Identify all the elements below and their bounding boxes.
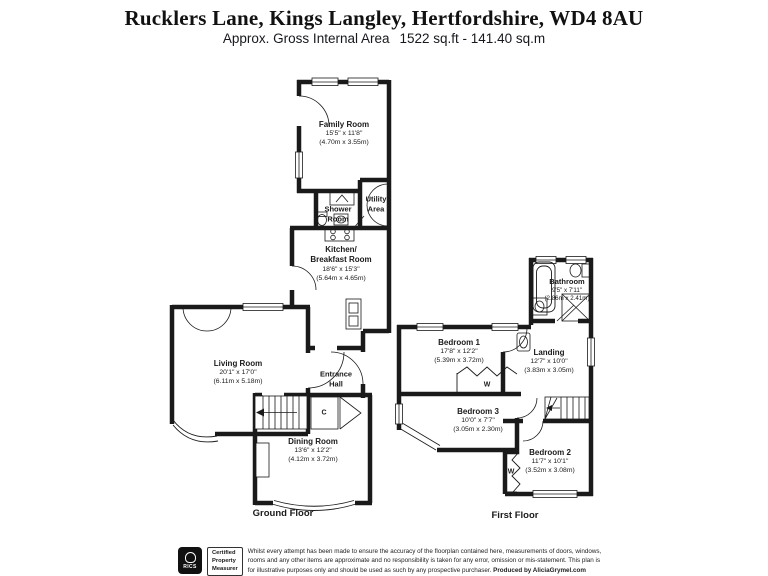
page-title: Rucklers Lane, Kings Langley, Hertfordshire, WD4 8AU bbox=[124, 6, 644, 30]
room-label-family-room: Family Room 15'5" x 11'8" (4.70m x 3.55m) bbox=[318, 119, 370, 147]
shower-tray-icon bbox=[330, 192, 354, 205]
wardrobe-label-bedroom2: W bbox=[507, 468, 515, 476]
area-label: Approx. Gross Internal Area bbox=[222, 31, 390, 46]
room-label-kitchen: Kitchen/ Breakfast Room 18'6" x 15'3" (5.64m x 4.65m) bbox=[310, 244, 372, 282]
area-value: 1522 sq.ft - 141.40 sq.m bbox=[399, 31, 546, 46]
first-stairs bbox=[545, 397, 589, 419]
footer bbox=[178, 547, 608, 576]
disclaimer-text: Whilst every attempt has been made to ensure the accuracy of the floorplan contained here, measurements of doors, windows, rooms and any other items are approximate and no responsibility is taken for any error, omission or mis-statement. This plan is for illustrative purposes only and should be used as such by any prospective purchaser. Produced by AliciaGrymel.com bbox=[247, 548, 602, 574]
room-label-dining-room: Dining Room 13'6" x 12'2" (4.12m x 3.72m) bbox=[288, 436, 338, 464]
rics-crest-icon bbox=[185, 552, 196, 563]
cupboard bbox=[311, 397, 361, 429]
room-label-bathroom: Bathroom 9'5" x 7'11" (2.86m x 2.41m) bbox=[544, 277, 590, 302]
room-label-entrance-hall: Entrance Hall bbox=[319, 369, 353, 388]
toilet-icon-first bbox=[570, 264, 590, 277]
room-label-bedroom-1: Bedroom 1 17'8" x 12'2" (5.39m x 3.72m) bbox=[434, 337, 484, 365]
certification-badge: Certified Property Measurer bbox=[207, 547, 243, 576]
room-label-bedroom-3: Bedroom 3 10'0" x 7'7" (3.05m x 2.30m) bbox=[453, 406, 503, 434]
kitchen-sink-icon bbox=[346, 299, 361, 329]
cupboard-label: C bbox=[321, 409, 327, 417]
room-label-shower-room: Shower Room bbox=[324, 204, 352, 223]
room-label-landing: Landing 12'7" x 10'0" (3.83m x 3.05m) bbox=[524, 347, 574, 375]
room-label-bedroom-2: Bedroom 2 11'7" x 10'1" (3.52m x 3.08m) bbox=[525, 447, 575, 475]
fireplace-icon bbox=[256, 443, 269, 477]
ground-floor-label: Ground Floor bbox=[252, 507, 314, 519]
first-floor-label: First Floor bbox=[491, 509, 539, 521]
room-label-living-room: Living Room 20'1" x 17'0" (6.11m x 5.18m) bbox=[213, 358, 263, 386]
wardrobe-label-bedroom1: W bbox=[483, 381, 491, 389]
rics-logo: RICS bbox=[178, 547, 202, 574]
produced-by: Produced by AliciaGrymel.com bbox=[493, 566, 587, 574]
room-label-utility-area: Utility Area bbox=[365, 194, 387, 213]
ground-stairs bbox=[255, 396, 307, 429]
